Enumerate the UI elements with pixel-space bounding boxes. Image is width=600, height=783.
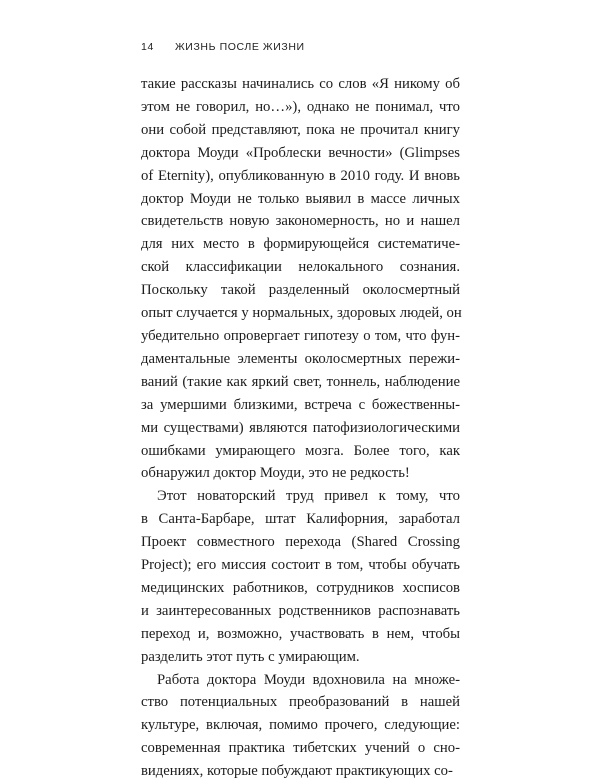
text-line: разделить этот путь с умирающим. — [141, 648, 360, 665]
body-text — [141, 73, 460, 783]
text-line: убедительно опровергает гипотезу о том, что фун- — [141, 327, 460, 344]
text-line: обнаружил доктор Моуди, это не редкость! — [141, 465, 410, 482]
text-line: медицинских работников, сотрудников хосписов — [141, 579, 460, 596]
text-line: ми существами) являются патофизиологическими — [141, 419, 460, 436]
text-line: для них место в формирующейся систематиче- — [141, 236, 460, 253]
page-number: 14 — [141, 41, 154, 53]
text-line: Проект совместного перехода (Shared Crossing — [141, 534, 460, 551]
text-line: ство потенциальных преобразований в нашей — [141, 694, 460, 711]
text-line: видениях, которые побуждают практикующих со- — [141, 763, 453, 780]
text-line: опыт случается у нормальных, здоровых людей, он — [141, 305, 462, 322]
text-line: переход и, возможно, участвовать в нем, чтобы — [141, 625, 460, 642]
text-line: за умершими близкими, встреча с божественны- — [141, 396, 460, 413]
text-line: даментальные элементы околосмертных пережи- — [141, 350, 460, 367]
text-line: ваний (такие как яркий свет, тоннель, наблюдение — [141, 373, 460, 390]
text-line: такие рассказы начинались со слов «Я никому об — [141, 76, 460, 92]
text-line: доктор Моуди не только выявил в массе личных — [141, 190, 460, 207]
text-line: of Eternity), опубликованную в 2010 году. И вновь — [141, 167, 460, 184]
text-line: они собой представляют, пока не прочитал книгу — [141, 121, 460, 138]
paragraph — [141, 73, 460, 485]
paragraph — [141, 669, 460, 783]
running-header — [141, 41, 305, 53]
text-line: Этот новаторский труд привел к тому, что — [157, 488, 460, 505]
text-line: в Санта-Барбаре, штат Калифорния, заработал — [141, 511, 460, 528]
text-line: культуре, включая, помимо прочего, следующие: — [141, 717, 460, 734]
text-line: доктора Моуди «Проблески вечности» (Glimpses — [141, 144, 460, 161]
paragraph — [141, 485, 460, 668]
text-line: современная практика тибетских учений о сно- — [141, 740, 460, 757]
text-line: ской классификации нелокального сознания. — [141, 259, 460, 276]
text-line: Project); его миссия состоит в том, чтобы обучать — [141, 557, 460, 574]
running-title: ЖИЗНЬ ПОСЛЕ ЖИЗНИ — [175, 41, 305, 53]
text-line: и заинтересованных родственников распознавать — [141, 602, 460, 619]
text-line: свидетельств новую закономерность, но и нашел — [141, 213, 460, 230]
text-line: ошибками умирающего мозга. Более того, как — [141, 442, 460, 459]
text-line: этом не говорил, но…»), однако не понимал, что — [141, 98, 460, 115]
text-line: Работа доктора Моуди вдохновила на множе- — [157, 671, 460, 688]
text-line: Поскольку такой разделенный околосмертный — [141, 282, 460, 299]
